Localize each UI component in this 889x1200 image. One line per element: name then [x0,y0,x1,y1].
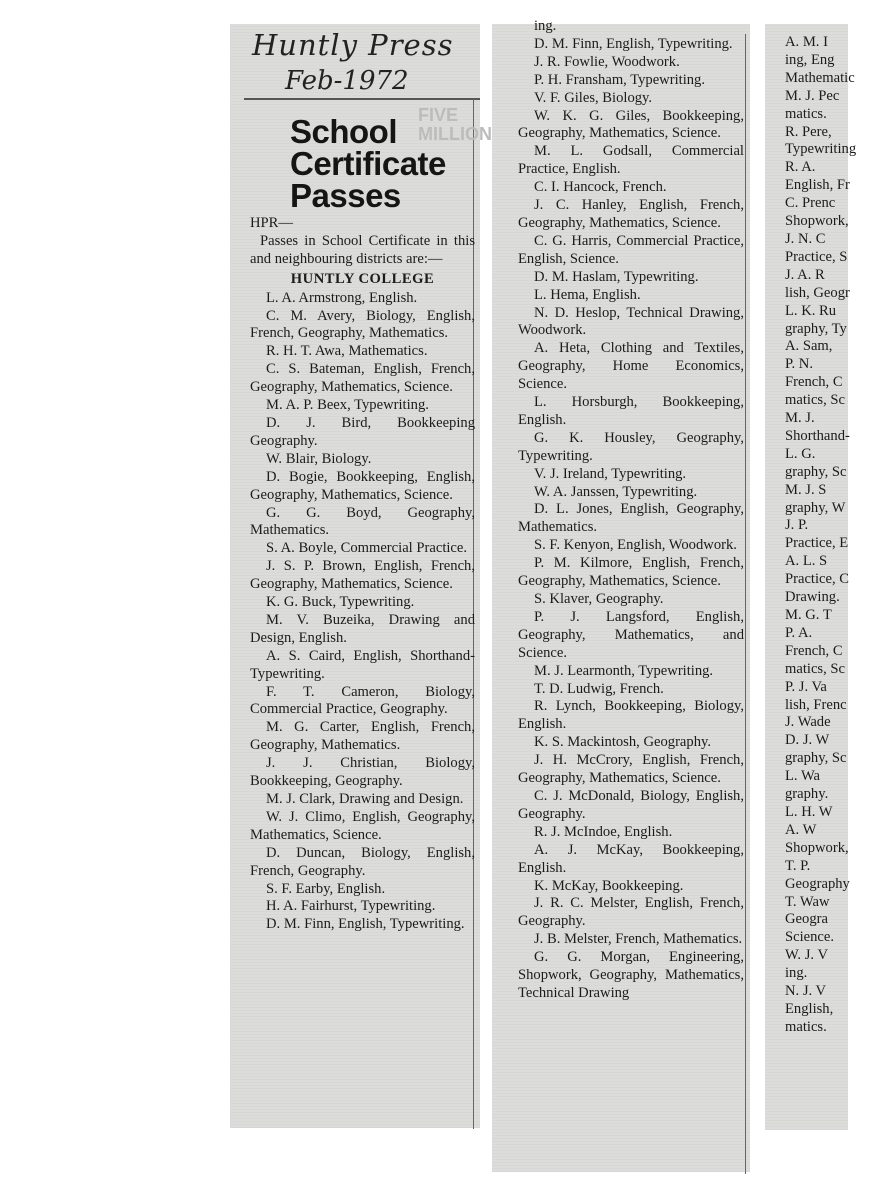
pass-entry: W. J. V [785,947,828,964]
pass-entry: M. G. T [785,607,832,623]
pass-entry: J. C. Hanley, English, French, Geography, Mathematics, Science. [518,197,744,231]
pass-entry: M. J. Clark, Drawing and Design. [266,791,464,807]
pass-entry: P. M. Kilmore, English, French, Geography, Mathematics, Science. [518,555,744,590]
pass-entry: Shorthand- [785,427,850,444]
pass-list-3 [769,34,889,1037]
pass-entry: W. K. G. Giles, Bookkeeping, Geography, Mathematics, Science. [518,107,744,142]
pass-entry: G. K. Housley, Geography, Typewriting. [518,429,744,464]
pass-entry: D. L. Jones, English, Geography, Mathematics. [518,501,744,536]
pass-entry: J. H. McCrory, English, French, Geography, Mathematics, Science. [518,752,744,787]
pass-entry: K. McKay, Bookkeeping. [534,877,684,894]
pass-entry: L. Horsburgh, Bookkeeping, English. [518,394,744,428]
pass-entry: M. J. Pec [785,87,840,104]
pass-entry: graphy, W [785,499,846,516]
pass-entry: C. S. Bateman, English, French, Geography, Mathematics, Science. [250,361,475,396]
pass-entry: A. L. S [785,553,828,570]
pass-entry: R. Lynch, Bookkeeping, Biology, English. [518,698,744,733]
clipping-strip-2 [492,18,750,1172]
pass-entry: Science. [785,929,835,946]
pass-entry: English, [785,1000,834,1017]
pass-entry: G. G. Morgan, Engineering, Shopwork, Geography, Mathematics, Technical Drawing [518,949,744,1001]
pass-entry: P. H. Fransham, Typewriting. [534,71,705,88]
header-rule [244,98,480,100]
pass-entry: G. G. Boyd, Geography, Mathematics. [250,504,475,539]
pass-entry: T. P. [785,857,811,874]
pass-entry: French, C [785,642,843,659]
pass-entry: L. Wa [785,768,821,785]
pass-entry: R. H. T. Awa, Mathematics. [266,343,428,360]
pass-entry: R. J. McIndoe, English. [534,823,673,840]
pass-entry: C. J. McDonald, Biology, English, Geography. [518,787,744,822]
pass-entry: S. A. Boyle, Commercial Practice. [266,540,468,557]
pass-entry: Practice, S [785,248,848,265]
pass-entry: D. J. W [785,732,830,749]
pass-entry: P. J. Va [785,678,827,695]
article-column-1 [250,215,475,934]
pass-entry: R. A. [785,159,816,176]
pass-entry: K. S. Mackintosh, Geography. [534,734,711,751]
bleed-through-text: FIVE MILLION [418,105,492,144]
pass-entry: graphy. [785,786,829,803]
headline-line-3: Passes [290,177,401,214]
pass-entry: J. R. Fowlie, Woodwork. [534,53,680,70]
pass-entry: P. J. Langsford, English, Geography, Mathematics, and Science. [518,608,744,661]
pass-entry: J. B. Melster, French, Mathematics. [534,931,743,948]
pass-entry: Practice, C [785,571,850,588]
pass-entry: J. A. R [785,266,825,283]
clipping-strip-3 [765,24,857,1130]
headline-line-2: Certificate [290,145,446,182]
pass-entry: D. M. Finn, English, Typewriting. [266,916,465,933]
pass-entry: English, Fr [785,177,850,194]
pass-entry: A. S. Caird, English, Shorthand-Typewriting. [250,647,475,682]
school-subheading: HUNTLY COLLEGE [290,270,435,287]
pass-entry: M. L. Godsall, Commercial Practice, English. [518,143,744,178]
pass-entry: J. J. Christian, Biology, Bookkeeping, Geography. [250,755,475,790]
pass-entry: M. J. S [785,481,827,498]
pass-entry: ing. [785,965,808,982]
pass-entry: L. G. [785,445,816,462]
pass-entry: C. M. Avery, Biology, English, French, Geography, Mathematics. [250,307,475,342]
pass-entry: ing. [534,18,557,34]
pass-entry: French, C [785,374,843,391]
pass-entry: Typewriting [785,141,857,158]
pass-entry: D. M. Haslam, Typewriting. [534,268,699,285]
pass-entry: Geogra [785,911,828,928]
pass-entry: N. D. Heslop, Technical Drawing, Woodwork. [518,304,744,339]
pass-entry: matics. [785,105,827,122]
pass-list-2 [518,18,744,1003]
pass-entry: Practice, E [785,535,849,552]
pass-entry: Shopwork, [785,839,849,856]
pass-entry: J. N. C [785,230,826,247]
pass-entry: L. A. Armstrong, English. [266,289,418,306]
pass-entry: matics, Sc [785,392,845,409]
pass-entry: graphy, Sc [785,750,847,767]
pass-entry: N. J. V [785,983,827,1000]
handwritten-source: Huntly Press [252,28,454,62]
pass-entry: H. A. Fairhurst, Typewriting. [266,898,436,915]
pass-entry: P. A. [785,624,813,641]
headline [290,113,446,214]
pass-entry: A. Sam, [785,338,833,355]
byline: HPR— [250,215,293,231]
pass-entry: A. Heta, Clothing and Textiles, Geography, Home Economics, Science. [518,340,744,393]
pass-entry: A. J. McKay, Bookkeeping, English. [518,841,744,876]
pass-entry: M. J. [785,410,815,427]
pass-entry: K. G. Buck, Typewriting. [266,594,415,611]
pass-entry: graphy, Ty [785,320,847,337]
pass-entry: L. H. W [785,803,833,820]
pass-entry: D. M. Finn, English, Typewriting. [534,35,733,52]
pass-entry: A. W [785,821,817,838]
pass-entry: graphy, Sc [785,463,847,480]
pass-entry: Mathematic [785,69,855,86]
handwritten-date: Feb-1972 [285,66,409,96]
pass-entry: J. S. P. Brown, English, French, Geography, Mathematics, Science. [250,558,475,593]
pass-entry: T. Waw [785,893,830,910]
pass-entry: D. J. Bird, Bookkeeping Geography. [250,414,475,449]
pass-entry: W. Blair, Biology. [266,450,372,467]
pass-entry: M. A. P. Beex, Typewriting. [266,397,429,414]
pass-entry: J. R. C. Melster, English, French, Geography. [518,895,744,930]
pass-entry: S. F. Earby, English. [266,880,386,897]
pass-entry: Drawing. [785,589,840,606]
pass-entry: V. J. Ireland, Typewriting. [534,465,687,482]
pass-entry: F. T. Cameron, Biology, Commercial Practice, Geography. [250,683,475,718]
pass-entry: S. F. Kenyon, English, Woodwork. [534,537,737,554]
column-rule [745,34,746,1174]
pass-entry: matics, Sc [785,660,845,677]
pass-entry: J. Wade [785,714,831,731]
pass-entry: C. Prenc [785,195,836,212]
pass-entry: C. I. Hancock, French. [534,179,667,196]
intro-paragraph: Passes in School Certificate in this and neighbouring districts are:— [250,232,475,267]
pass-entry: matics. [785,1018,827,1035]
pass-entry: D. Duncan, Biology, English, French, Geography. [250,844,475,879]
pass-entry: V. F. Giles, Biology. [534,89,653,106]
pass-entry: D. Bogie, Bookkeeping, English, Geography, Mathematics, Science. [250,468,475,503]
pass-list-1 [250,290,475,935]
pass-entry: C. G. Harris, Commercial Practice, English, Science. [518,232,744,267]
pass-entry: P. N. [785,356,813,373]
pass-entry: M. G. Carter, English, French, Geography, Mathematics. [250,719,475,754]
pass-entry: ing, Eng [785,51,835,68]
pass-entry: Shopwork, [785,213,849,230]
pass-entry: W. J. Climo, English, Geography, Mathematics, Science. [250,808,475,843]
pass-entry: lish, Frenc [785,696,847,713]
pass-entry: L. Hema, English. [534,286,641,303]
pass-entry: L. K. Ru [785,302,837,319]
pass-entry: M. J. Learmonth, Typewriting. [534,662,714,679]
pass-entry: R. Pere, [785,123,832,140]
clipping-strip-1 [230,24,492,1128]
pass-entry: M. V. Buzeika, Drawing and Design, English. [250,611,475,646]
pass-entry: T. D. Ludwig, French. [534,680,664,697]
headline-line-1: School [290,113,398,150]
pass-entry: A. M. I [785,34,828,50]
pass-entry: W. A. Janssen, Typewriting. [534,483,698,500]
pass-entry: lish, Geogr [785,284,850,301]
pass-entry: S. Klaver, Geography. [534,591,664,607]
pass-entry: J. P. [785,517,809,534]
pass-entry: Geography [785,875,850,892]
